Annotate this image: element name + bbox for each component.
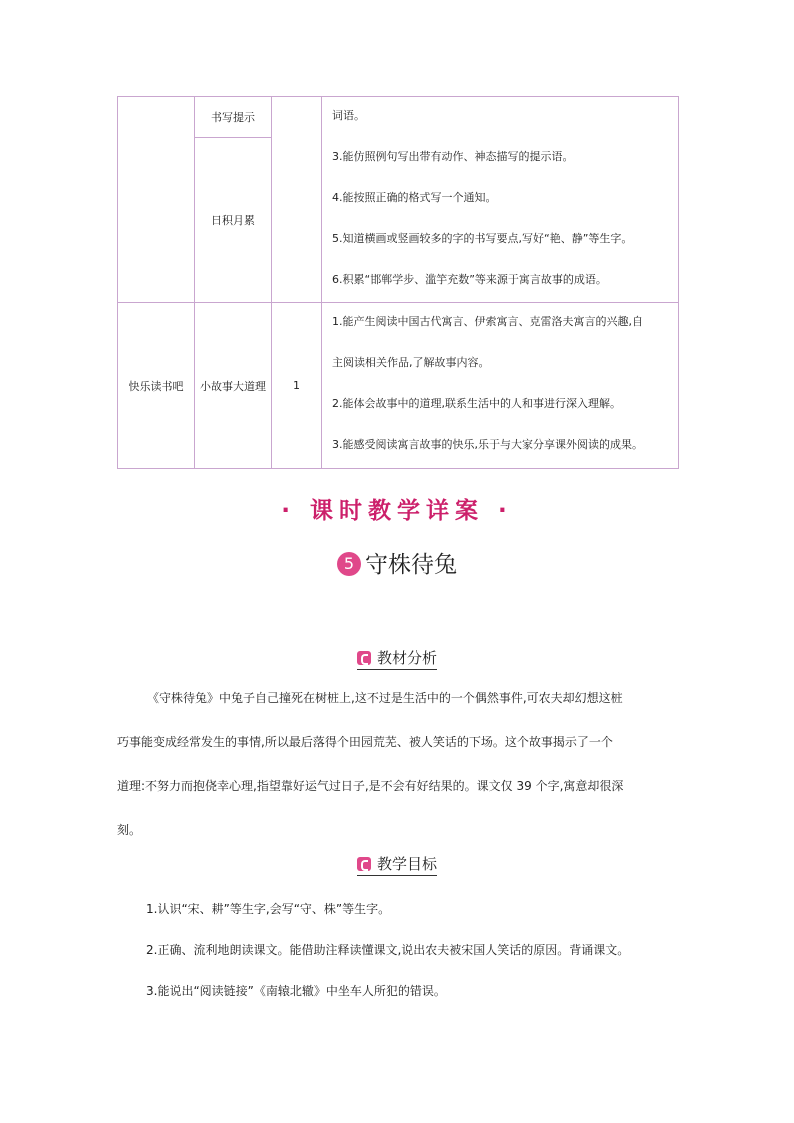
goal-line: 3.能仿照例句写出带有动作、神态描写的提示语。 [332, 150, 574, 163]
goal-line: 5.知道横画或竖画较多的字的书写要点,写好“艳、静”等生字。 [332, 232, 633, 245]
goal-line: 1.能产生阅读中国古代寓言、伊索寓言、克雷洛夫寓言的兴趣,自 [332, 315, 643, 328]
topic-cell: 书写提示 [195, 97, 272, 138]
topic-cell: 日积月累 [195, 138, 272, 303]
paragraph-line: 巧事能变成经常发生的事情,所以最后落得个田园荒芜、被人笑话的下场。这个故事揭示了一个 [117, 735, 613, 749]
goal-line: 6.积累“邯郸学步、滥竽充数”等来源于寓言故事的成语。 [332, 273, 607, 286]
hours-cell: 1 [272, 303, 322, 469]
objective-item: 3.能说出“阅读链接”《南辕北辙》中坐车人所犯的错误。 [146, 984, 446, 998]
analysis-paragraph [117, 687, 683, 863]
goal-line: 词语。 [332, 109, 365, 122]
objectives-heading [0, 853, 794, 876]
lesson-title-text: 守株待兔 [365, 552, 457, 578]
paragraph-line: 刻。 [117, 823, 142, 837]
table-row [118, 303, 679, 469]
hours-cell [272, 97, 322, 303]
goal-line: 4.能按照正确的格式写一个通知。 [332, 191, 497, 204]
goals-cell [322, 303, 679, 469]
analysis-heading-text: 教材分析 [376, 649, 437, 667]
goal-line: 主阅读相关作品,了解故事内容。 [332, 356, 490, 369]
goal-line: 3.能感受阅读寓言故事的快乐,乐于与大家分享课外阅读的成果。 [332, 438, 643, 451]
objective-item: 2.正确、流利地朗读课文。能借助注释读懂课文,说出农夫被宋国人笑话的原因。背诵课文。 [146, 943, 630, 957]
section-bookmark-icon [357, 651, 371, 665]
objective-item: 1.认识“宋、耕”等生字,会写“守、株”等生字。 [146, 902, 391, 916]
objectives-heading-text: 教学目标 [376, 855, 437, 873]
section-title: · 课时教学详案 · [281, 498, 513, 524]
paragraph-line: 《守株待兔》中兔子自己撞死在树桩上,这不过是生活中的一个偶然事件,可农夫却幻想这桩 [147, 691, 623, 705]
table-row [118, 97, 679, 138]
unit-cell [118, 97, 195, 303]
lesson-number-badge: 5 [337, 552, 361, 576]
unit-cell: 快乐读书吧 [118, 303, 195, 469]
goal-line: 2.能体会故事中的道理,联系生活中的人和事进行深入理解。 [332, 397, 621, 410]
lesson-plan-table [117, 96, 679, 469]
topic-cell: 小故事大道理 [195, 303, 272, 469]
goals-cell [322, 97, 679, 303]
paragraph-line: 道理:不努力而抱侥幸心理,指望靠好运气过日子,是不会有好结果的。课文仅 39 个字,寓意却很深 [117, 779, 624, 793]
lesson-title [0, 546, 794, 579]
analysis-heading [0, 647, 794, 670]
section-bookmark-icon [357, 857, 371, 871]
